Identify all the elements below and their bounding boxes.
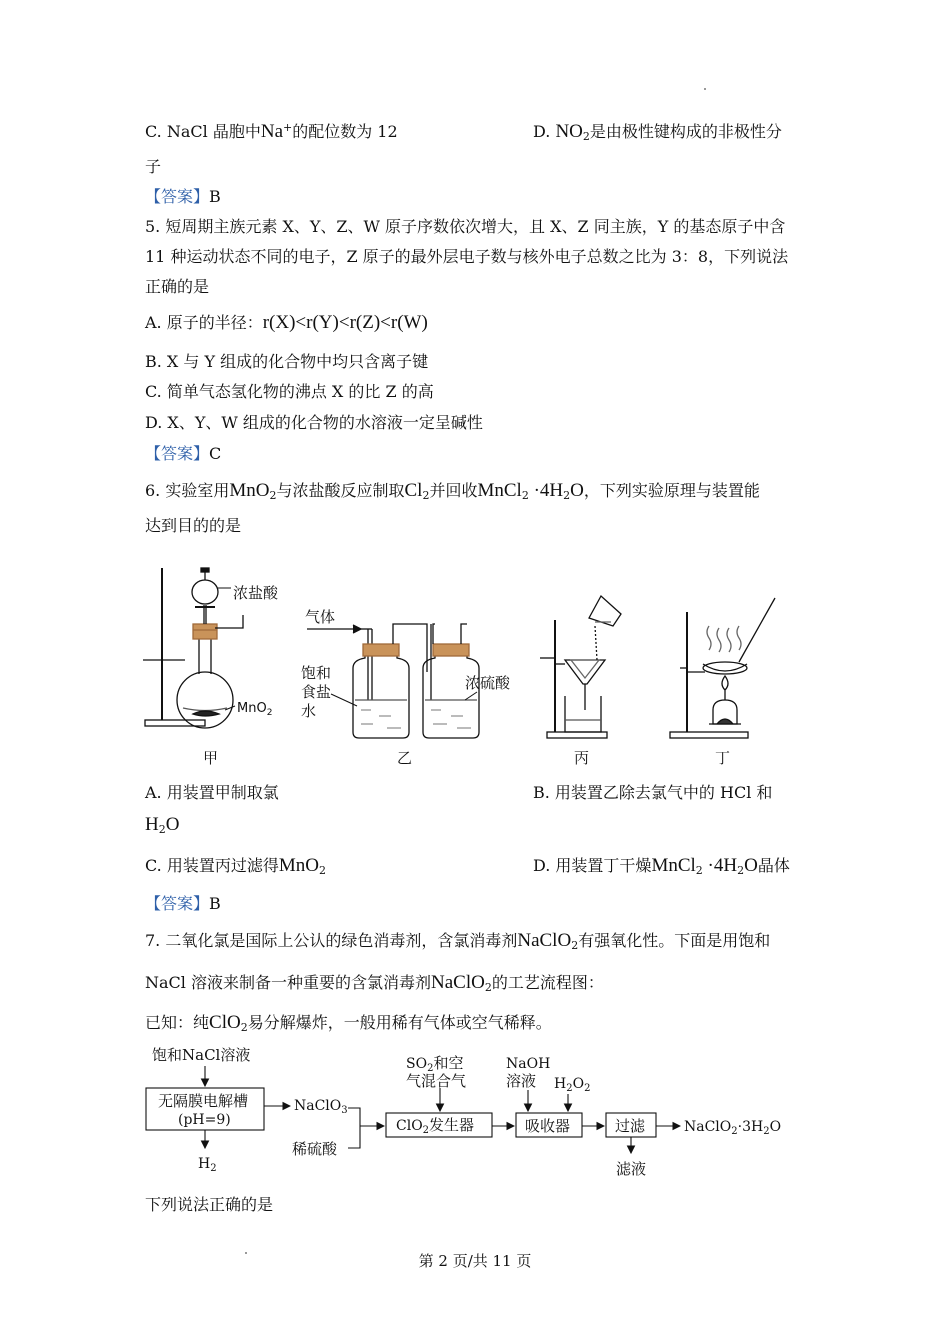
q5-option-d: D. X、Y、W 组成的化合物的水溶液一定呈碱性 (145, 413, 483, 432)
label-ding: 丁 (715, 749, 731, 767)
q6-answer: 【答案】B (145, 894, 221, 913)
liquid-hatching (361, 710, 471, 728)
flow-h2o2: $H_2O_2$ (554, 1076, 591, 1094)
scan-speck (704, 88, 706, 90)
stirring-rod (739, 598, 775, 662)
inlet-tube-1 (368, 629, 372, 700)
flow-cell-ph: (pH=9) (178, 1112, 231, 1128)
label-yi: 乙 (397, 749, 413, 767)
q5-option-c: C. 简单气态氢化物的沸点 X 的比 Z 的高 (145, 382, 434, 401)
label-hcl: 浓盐酸 (233, 584, 279, 602)
label-gas: 气体 (305, 608, 336, 626)
filter-paper (571, 660, 599, 678)
q7-ask: 下列说法正确的是 (145, 1195, 274, 1214)
q6-option-d: D. 用装置丁干燥MnCl$_2$ $\cdot 4H_2O$晶体 (533, 855, 790, 877)
q6-apparatus-figure (135, 560, 795, 775)
q4-option-c: C. NaCl 晶胞中Na+的配位数为 12 (145, 121, 398, 142)
flow-mix: 气混合气 (406, 1072, 467, 1090)
flow-feed: 饱和NaCl溶液 (152, 1046, 251, 1064)
funnel-cap (201, 568, 209, 572)
stand-base (145, 720, 205, 726)
q4-option-d-wrap: 子 (145, 157, 162, 176)
q6-stem-line1: 6. 实验室用MnO$_2$与浓盐酸反应制取$Cl_2$并回收MnCl$_2$ $\cdot 4H_2O$，下列实验原理与装置能 (145, 480, 760, 502)
apparatus-yi (307, 624, 479, 738)
apparatus-jia (143, 568, 243, 728)
q5-stem-line2: 11 种运动状态不同的电子，Z 原子的最外层电子数与核外电子总数之比为 3：8，下列说法 (145, 247, 789, 266)
q5-stem-line3: 正确的是 (145, 277, 210, 296)
flow-cell-label: 无隔膜电解槽 (158, 1092, 249, 1110)
flame (722, 676, 728, 700)
q6-option-c: C. 用装置丙过滤得MnO$_2$ (145, 855, 326, 877)
q4-option-d: D. $NO_2$是由极性键构成的非极性分 (533, 121, 782, 143)
stand-base (547, 732, 607, 738)
label-mno2: MnO$_2$ (237, 701, 273, 718)
stopper-1 (363, 644, 399, 656)
page-footer: 第 2 页/共 11 页 (418, 1252, 532, 1270)
q7-process-flowchart (140, 1040, 800, 1190)
outlet-tube (461, 624, 467, 644)
flask-liquid (183, 708, 227, 711)
apparatus-bing (540, 596, 621, 738)
q5-option-a: A. 原子的半径：r(X)<r(Y)<r(Z)<r(W) (145, 312, 428, 333)
apparatus-ding (670, 598, 775, 738)
evaporating-dish (703, 664, 747, 671)
q7-known: 已知：纯ClO$_2$易分解爆炸，一般用稀有气体或空气稀释。 (145, 1012, 552, 1034)
lamp-fuel (717, 719, 733, 724)
flow-so2: $SO_2$和空 (406, 1054, 464, 1074)
q5-answer: 【答案】C (145, 444, 222, 463)
filter-funnel (565, 660, 605, 684)
stand-base (670, 732, 748, 738)
label-brine-1: 饱和 (301, 664, 332, 682)
q4-answer: 【答案】B (145, 187, 221, 206)
merge-bracket (348, 1108, 360, 1148)
q6-option-a: A. 用装置甲制取氯 (145, 783, 279, 802)
gas-arrow-head (353, 625, 361, 633)
stopper-2 (433, 644, 469, 656)
inlet-tube-2 (433, 624, 435, 644)
delivery-tube (215, 615, 243, 628)
q6-option-b: B. 用装置乙除去氯气中的 HCl 和 (533, 783, 773, 802)
q5-stem-line1: 5. 短周期主族元素 X、Y、Z、W 原子序数依次增大，且 X、Z 同主族，Y 的基态原子中含 (145, 217, 786, 236)
rubber-stopper (193, 624, 217, 639)
q7-stem-line2: NaCl 溶液来制备一种重要的含氯消毒剂NaClO$_2$的工艺流程图： (145, 972, 604, 994)
flow-naoh-solution: 溶液 (506, 1072, 537, 1090)
q6-option-b-wrap: $H_2O$ (145, 814, 180, 836)
wash-bottle-1 (353, 652, 409, 738)
flow-product: $NaClO_2\cdot 3H_2O$ (684, 1119, 782, 1137)
glass-rod (595, 626, 597, 660)
flow-absorber: 吸收器 (525, 1117, 571, 1135)
beaker (565, 696, 601, 732)
separatory-funnel (192, 580, 218, 604)
flow-h2: $H_2$ (198, 1156, 217, 1174)
acid-leader (465, 692, 477, 700)
label-bing: 丙 (574, 749, 590, 767)
flow-generator: ClO$_2$发生器 (396, 1116, 475, 1136)
mno2-solid (193, 711, 219, 716)
label-h2so4: 浓硫酸 (465, 674, 511, 692)
label-jia: 甲 (203, 749, 219, 767)
flow-filter: 过滤 (615, 1117, 646, 1135)
flow-naclo3: NaClO$_3$ (294, 1098, 348, 1116)
flow-naoh: NaOH (506, 1056, 551, 1072)
q7-stem-line1: 7. 二氧化氯是国际上公认的绿色消毒剂，含氯消毒剂NaClO$_2$有强氧化性。下面是用饱和 (145, 930, 771, 952)
steam (707, 626, 741, 652)
q5-option-b: B. X 与 Y 组成的化合物中均只含离子键 (145, 352, 429, 371)
q6-stem-line2: 达到目的的是 (145, 516, 242, 535)
flow-acid: 稀硫酸 (292, 1140, 338, 1158)
flow-filtrate: 滤液 (616, 1160, 647, 1178)
label-brine-3: 水 (301, 702, 317, 720)
label-brine-2: 食盐 (301, 683, 332, 701)
